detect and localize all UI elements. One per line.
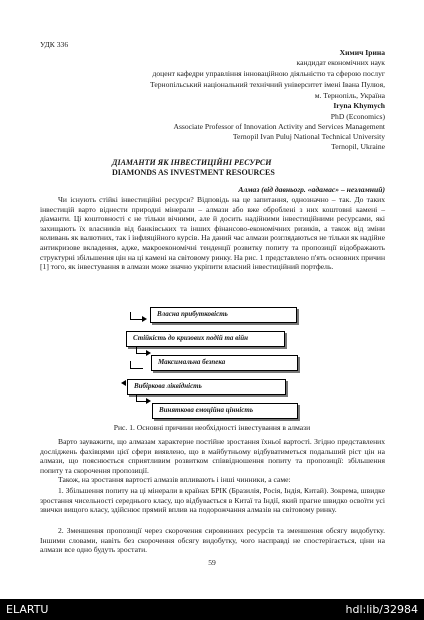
arrowhead-icon xyxy=(146,398,151,404)
paragraph-factors: Також, на зростання вартості алмазів впливають і інші чинники, а саме: xyxy=(58,475,291,484)
author-degree-ua: кандидат економічних наук xyxy=(296,58,385,67)
page-number: 59 xyxy=(208,558,216,567)
paragraph-intro: Чи існують стійкі інвестиційні ресурси? Відповідь на це запитання, однозначно – так. До таких інвестицій варто віднести природні мінерали – алмази або вже оброблені з них коштовні камені – діаманти. Ці коштовності є не тільки вічними, але й досить надійними інвестиційними ресурсами, які захищають їх власників від банківських та інших фінансово-економічних ризиків, а також від зміни коливань як валютних, так і інфляційного курсів. На даний час алмази розглядаються не тільки як надійне антикризове вкладення, адже, макроекономічні тенденції розвитку попиту та пропозиції відображають структурні збільшення цін на ці камені на світовому ринку. На рис. 1 представлено п'ять основних причин [1] того, як інвестування в алмази може значно укріпити власний інвестиційний портфель. xyxy=(40,195,386,272)
footer-bar xyxy=(0,599,424,620)
epigraph: Алмаз (від давньогр. «адамас» – незламний) xyxy=(238,185,385,194)
footer-handle-link[interactable]: hdl:lib/32984 xyxy=(345,603,418,616)
author-name-en: Iryna Khymych xyxy=(333,101,385,110)
author-degree-en: PhD (Economics) xyxy=(330,112,385,121)
title-ua: ДІАМАНТИ ЯК ІНВЕСТИЦІЙНІ РЕСУРСИ xyxy=(112,158,272,167)
author-position-en: Associate Professor of Innovation Activity and Services Management xyxy=(173,122,385,131)
figure-caption: Рис. 1. Основні причини необхідності інвестування в алмази xyxy=(113,423,311,432)
author-city-en: Ternopil, Ukraine xyxy=(331,142,385,151)
paragraph-factor-1: 1. Збільшення попиту на ці мінерали в країнах БРІК (Бразилія, Росія, Індія, Китай). Зокрема, швидке зростання чисельності середнього класу, що відбувається в Китаї та Індії, який прагне швидко освоїти усі звички вищого класу, здійснює прямий вплив на подорожчання алмазів на світовому ринку. xyxy=(40,486,385,515)
footer-repository-name: ELARTU xyxy=(6,603,49,616)
arrowhead-icon xyxy=(121,380,126,386)
author-university-en: Ternopil Ivan Puluj National Technical University xyxy=(232,132,385,141)
step-1: Власна прибутковість xyxy=(150,307,297,323)
author-name-ua: Химич Ірина xyxy=(339,48,385,57)
author-city-ua: м. Тернопіль, Україна xyxy=(314,91,385,100)
step-2: Стійкість до кризових подій та війн xyxy=(126,331,285,347)
step-4: Вибіркова ліквідність xyxy=(127,379,286,395)
step-5: Винятковa емоційна цінність xyxy=(152,403,298,419)
author-university-ua: Тернопільський національний технічний університет імені Івана Пулюя, xyxy=(150,80,385,89)
paragraph-growth: Варто зауважити, що алмазам характерне постійне зростання їхньої вартості. Згідно представлених досліджень фахівцями цієї сфери виявлено, що в майбутньому відбуватиметься подальший ріст цін на алмази, що пояснюється сприятливим розвитком співвідношення попиту та пропозиції: збільшення попиту та скорочення пропозиції. xyxy=(40,437,385,475)
connector-arrow xyxy=(130,361,143,369)
arrowhead-icon xyxy=(142,316,147,322)
arrowhead-icon xyxy=(146,350,151,356)
udk-code: УДК 336 xyxy=(40,40,69,49)
step-3: Максимальна безпека xyxy=(151,355,298,371)
title-en: DIAMONDS AS INVESTMENT RESOURCES xyxy=(112,168,275,177)
author-position-ua: доцент кафедри управління інноваційною діяльністю та сферою послуг xyxy=(152,69,385,78)
paragraph-factor-2: 2. Зменшення пропозиції через скорочення сировинних ресурсів та зменшення обсягу видобутку. Іншими словами, навіть без скорочення обсягу видобутку, чого насправді не спостерігається, ціни на алмази все одно будуть зростати. xyxy=(40,526,385,555)
